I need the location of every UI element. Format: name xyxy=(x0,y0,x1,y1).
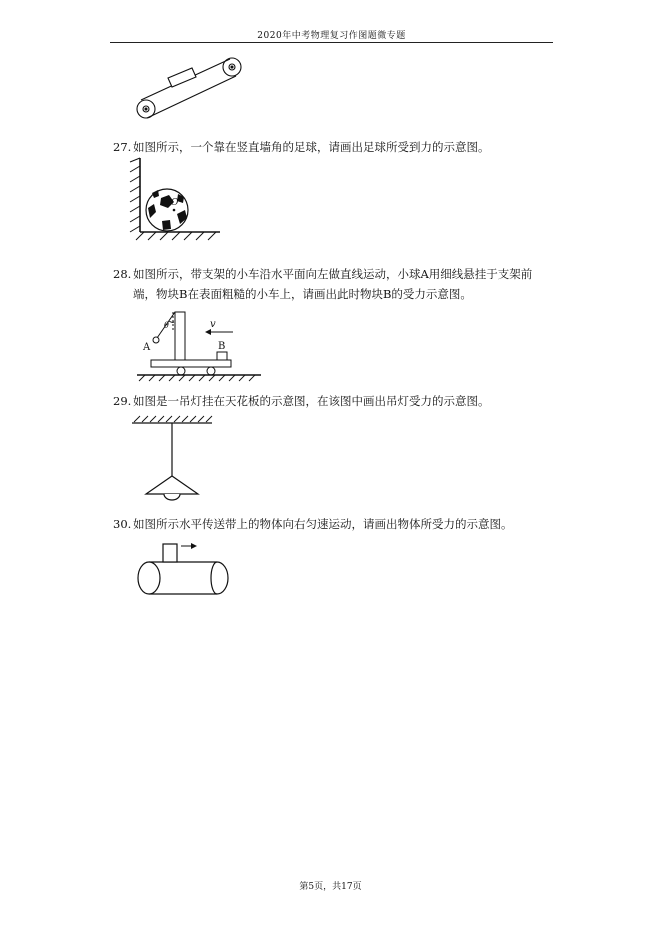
question-30 xyxy=(113,514,553,534)
inclined-conveyor-figure xyxy=(135,52,245,124)
ball-a-label: A xyxy=(143,342,151,353)
ball-center-label: O xyxy=(171,198,179,208)
question-28 xyxy=(113,264,553,304)
question-text-continued: 端，物块B在表面粗糙的小车上，请画出此时物块B的受力示意图。 xyxy=(133,287,472,301)
block-b-label: B xyxy=(218,341,226,352)
question-number: 30. xyxy=(113,517,132,531)
question-number: 27. xyxy=(113,140,132,154)
hanging-lamp-figure xyxy=(132,414,214,506)
question-text: 如图所示水平传送带上的物体向右匀速运动，请画出物体所受力的示意图。 xyxy=(133,517,513,531)
question-number: 28. xyxy=(113,267,132,281)
horizontal-conveyor-figure xyxy=(135,538,235,598)
question-text: 如图是一吊灯挂在天花板的示意图，在该图中画出吊灯受力的示意图。 xyxy=(133,394,490,408)
header-rule xyxy=(110,42,553,43)
cart-with-support-figure xyxy=(137,308,265,384)
question-number: 29. xyxy=(113,394,132,408)
velocity-label: v xyxy=(210,319,216,330)
page-header: 2020年中考物理复习作图题微专题 xyxy=(257,31,406,41)
question-text: 如图所示，带支架的小车沿水平面向左做直线运动，小球A用细线悬挂于支架前 xyxy=(133,267,533,281)
angle-label: θ xyxy=(164,321,169,330)
page-footer: 第5页，共17页 xyxy=(299,882,362,892)
question-text: 如图所示，一个靠在竖直墙角的足球，请画出足球所受到力的示意图。 xyxy=(133,140,490,154)
wall-corner-ball-figure xyxy=(128,158,224,242)
question-29 xyxy=(113,391,553,411)
question-27 xyxy=(113,137,553,157)
